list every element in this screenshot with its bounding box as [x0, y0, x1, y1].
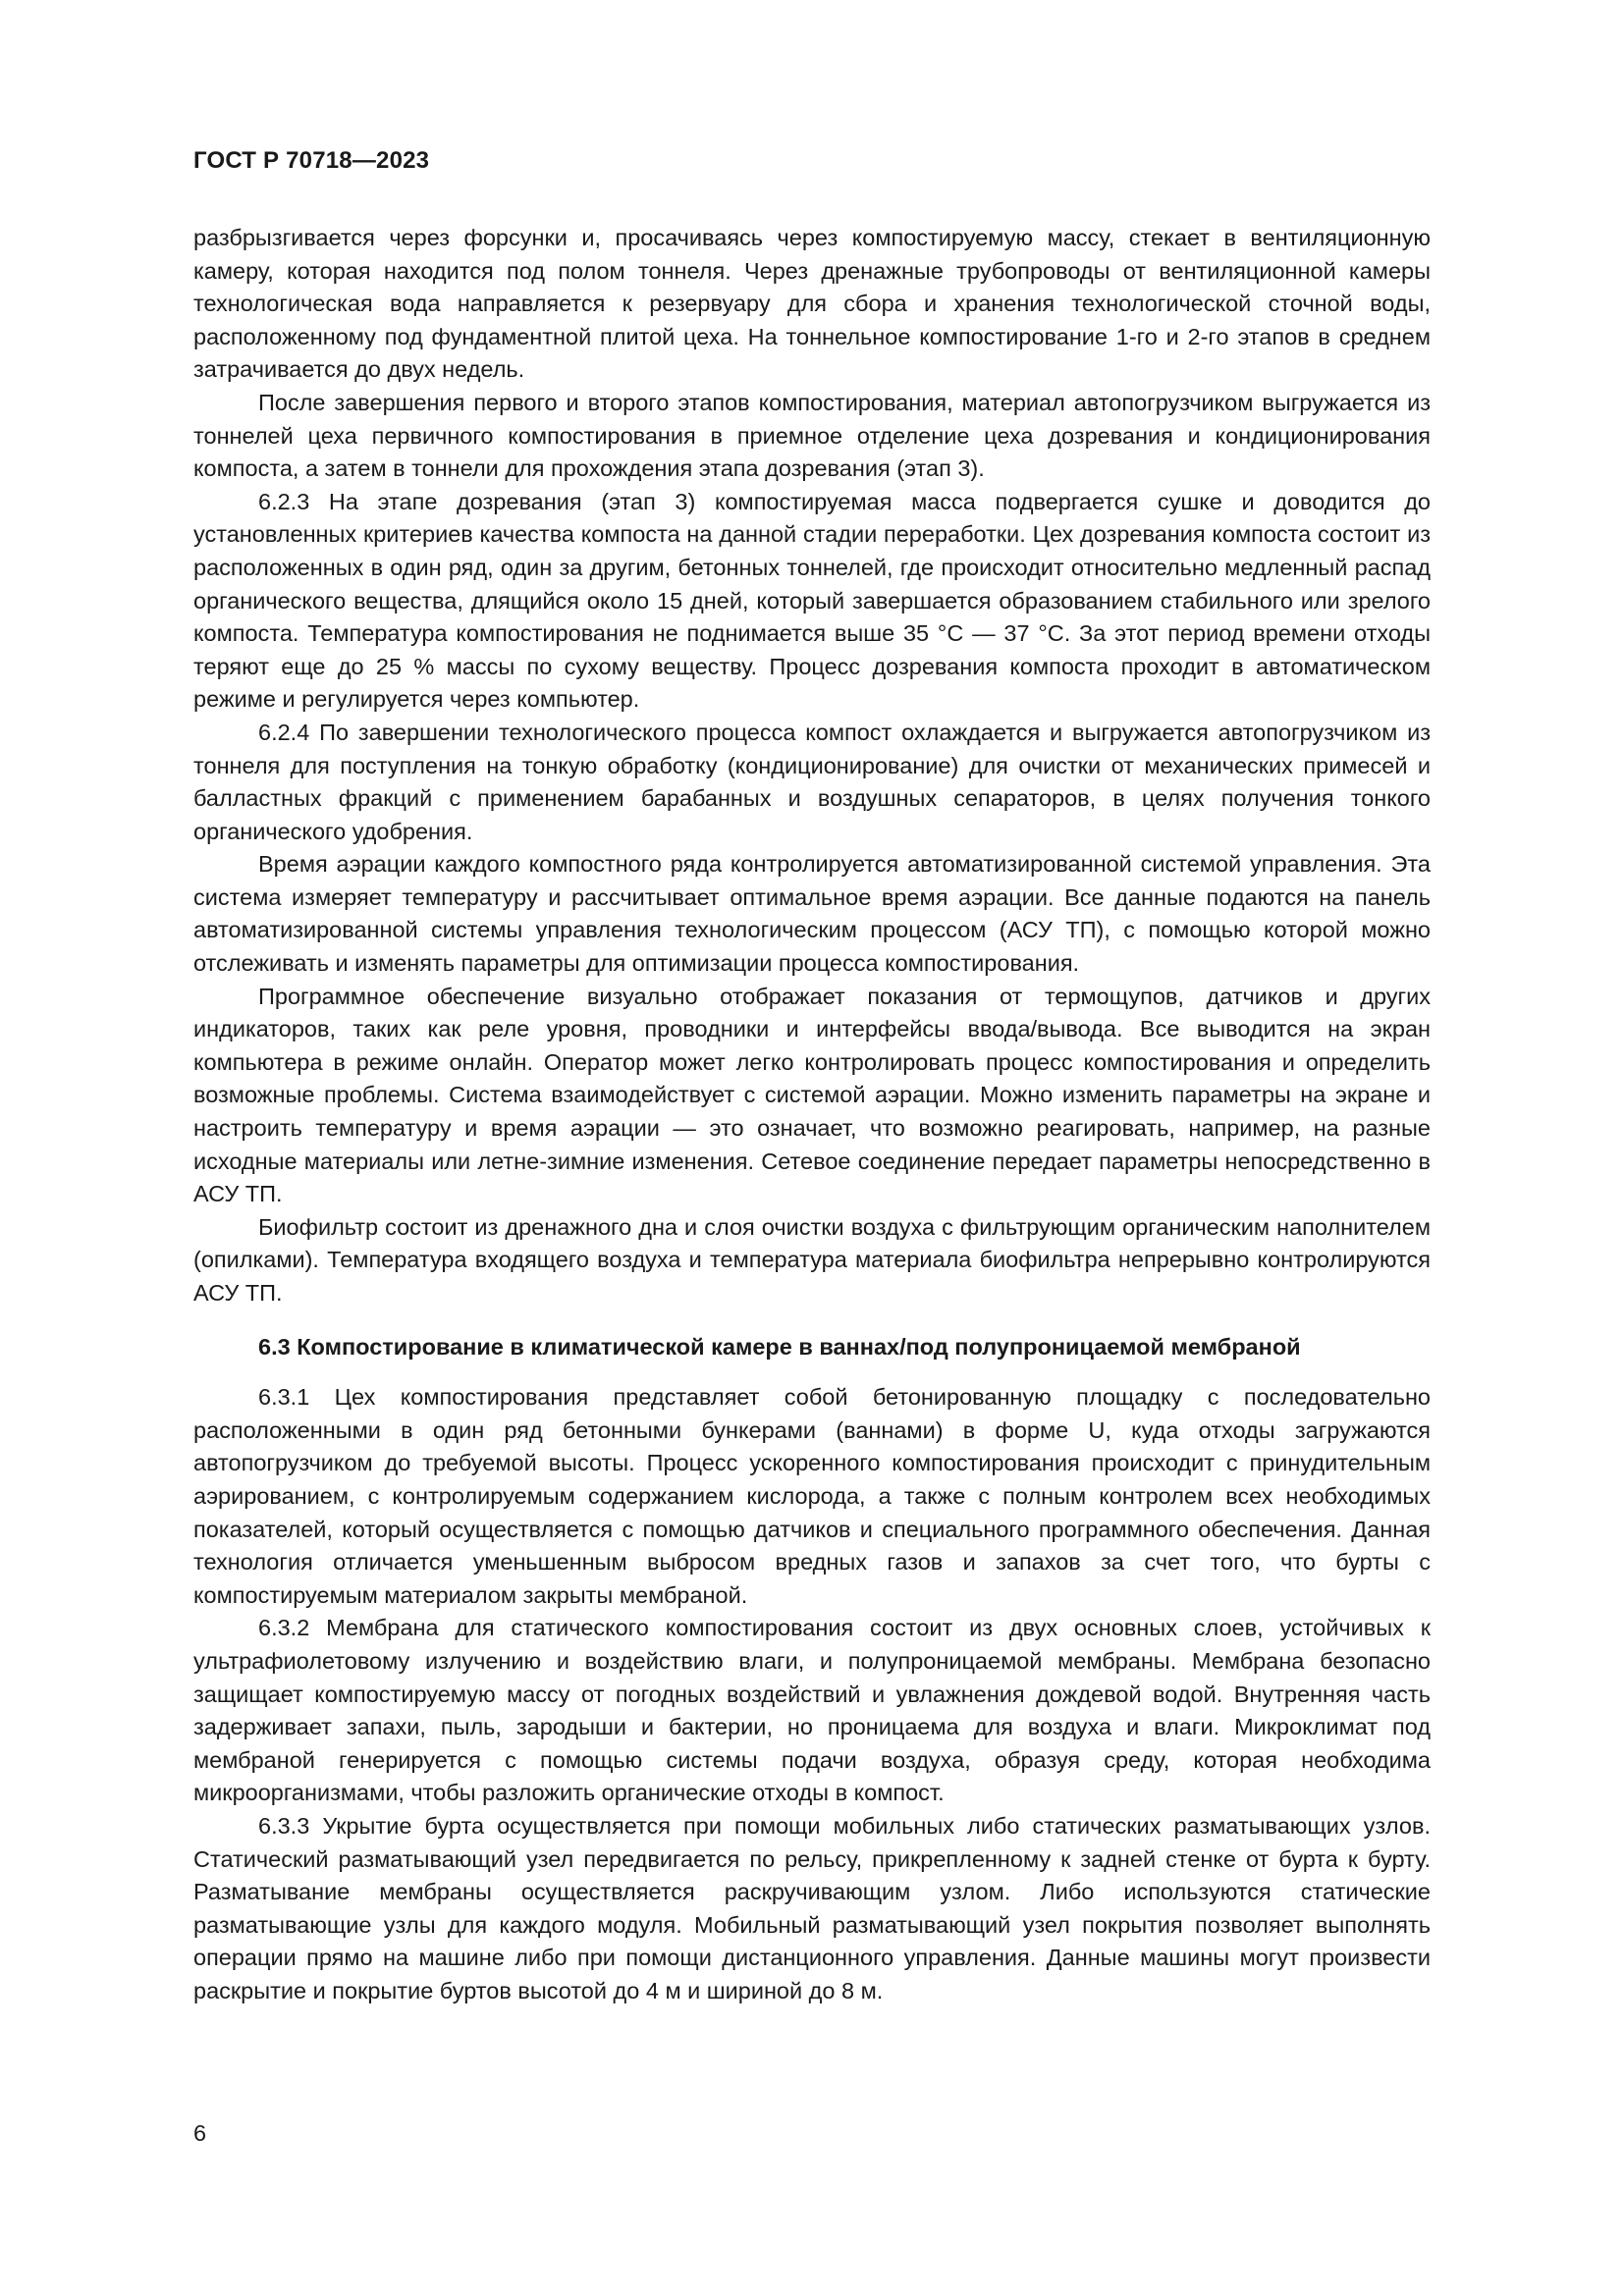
paragraph: разбрызгивается через форсунки и, просачиваясь через компостируемую массу, стекает в вентиляционную камеру, которая находится под полом тоннеля. Через дренажные трубопроводы от вентиляционной камеры технологическая вода направляется к резервуару для сбора и хранения технологической сточной воды, расположенному под фундаментной плитой цеха. На тоннельное компостирование 1-го и 2-го этапов в среднем затрачивается до двух недель.: [193, 225, 1431, 383]
paragraph: Время аэрации каждого компостного ряда контролируется автоматизированной системой управления. Эта система измеряет температуру и рассчитывает оптимальное время аэрации. Все данные подаются на панель автоматизированной системы управления технологическим процессом (АСУ ТП), с помощью которой можно отслеживать и изменять параметры для оптимизации процесса компостирования.: [193, 851, 1431, 977]
paragraph: 6.2.3 На этапе дозревания (этап 3) компостируемая масса подвергается сушке и доводится до установленных критериев качества компоста на данной стадии переработки. Цех дозревания компоста состоит из расположенных в один ряд, один за другим, бетонных тоннелей, где происходит относительно медленный распад органического вещества, длящийся около 15 дней, который завершается образованием стабильного или зрелого компоста. Температура компостирования не поднимается выше 35 °С — 37 °С. За этот период времени отходы теряют еще до 25 % массы по сухому веществу. Процесс дозревания компоста проходит в автоматическом режиме и регулируется через компьютер.: [193, 488, 1431, 713]
paragraph: Программное обеспечение визуально отображает показания от термощупов, датчиков и других индикаторов, таких как реле уровня, проводники и интерфейсы ввода/вывода. Все выводится на экран компьютера в режиме онлайн. Оператор может легко контролировать процесс компостирования и определить возможные проблемы. Система взаимодействует с системой аэрации. Можно изменить параметры на экране и настроить температуру и время аэрации — это означает, что возможно реагировать, например, на разные исходные материалы или летне-зимние изменения. Сетевое соединение передает параметры непосредственно в АСУ ТП.: [193, 983, 1431, 1207]
paragraph: 6.2.4 По завершении технологического процесса компост охлаждается и выгружается автопогрузчиком из тоннеля для поступления на тонкую обработку (кондиционирование) для очистки от механических примесей и балластных фракций с применением барабанных и воздушных сепараторов, в целях получения тонкого органического удобрения.: [193, 719, 1431, 844]
paragraph: Биофильтр состоит из дренажного дна и слоя очистки воздуха с фильтрующим органическим наполнителем (опилками). Температура входящего воздуха и температура материала биофильтра непрерывно контролируются АСУ ТП.: [193, 1213, 1431, 1306]
paragraph: 6.3.2 Мембрана для статического компостирования состоит из двух основных слоев, устойчивых к ультрафиолетовому излучению и воздействию влаги, и полупроницаемой мембраны. Мембрана безопасно защищает компостируемую массу от погодных воздействий и увлажнения дождевой водой. Внутренняя часть задерживает запахи, пыль, зародыши и бактерии, но проницаема для воздуха и влаги. Микроклимат под мембраной генерируется с помощью системы подачи воздуха, образуя среду, которая необходима микроорганизмами, чтобы разложить органические отходы в компост.: [193, 1615, 1431, 1806]
paragraph: 6.3.3 Укрытие бурта осуществляется при помощи мобильных либо статических разматывающих узлов. Статический разматывающий узел передвигается по рельсу, прикрепленному к задней стенке от бурта к бурту. Разматывание мембраны осуществляется раскручивающим узлом. Либо используются статические разматывающие узлы для каждого модуля. Мобильный разматывающий узел покрытия позволяет выполнять операции прямо на машине либо при помощи дистанционного управления. Данные машины могут произвести раскрытие и покрытие буртов высотой до 4 м и шириной до 8 м.: [193, 1812, 1431, 2003]
section-heading: 6.3 Компостирование в климатической камере в ваннах/под полупроницаемой мембраной: [258, 1333, 1301, 1360]
page-number: 6: [193, 2120, 207, 2146]
document-code-header: ГОСТ Р 70718—2023: [193, 147, 430, 174]
document-body: [193, 222, 1431, 2007]
paragraph: 6.3.1 Цех компостирования представляет собой бетонированную площадку с последовательно расположенными в один ряд бетонными бункерами (ваннами) в форме U, куда отходы загружаются автопогрузчиком до требуемой высоты. Процесс ускоренного компостирования происходит с принудительным аэрированием, с контролируемым содержанием кислорода, а также с полным контролем всех необходимых показателей, который осуществляется с помощью датчиков и специального программного обеспечения. Данная технология отличается уменьшенным выбросом вредных газов и запахов за счет того, что бурты с компостируемым материалом закрыты мембраной.: [193, 1384, 1431, 1608]
paragraph: После завершения первого и второго этапов компостирования, материал автопогрузчиком выгружается из тоннелей цеха первичного компостирования в приемное отделение цеха дозревания и кондиционирования компоста, а затем в тоннели для прохождения этапа дозревания (этап 3).: [193, 389, 1431, 482]
